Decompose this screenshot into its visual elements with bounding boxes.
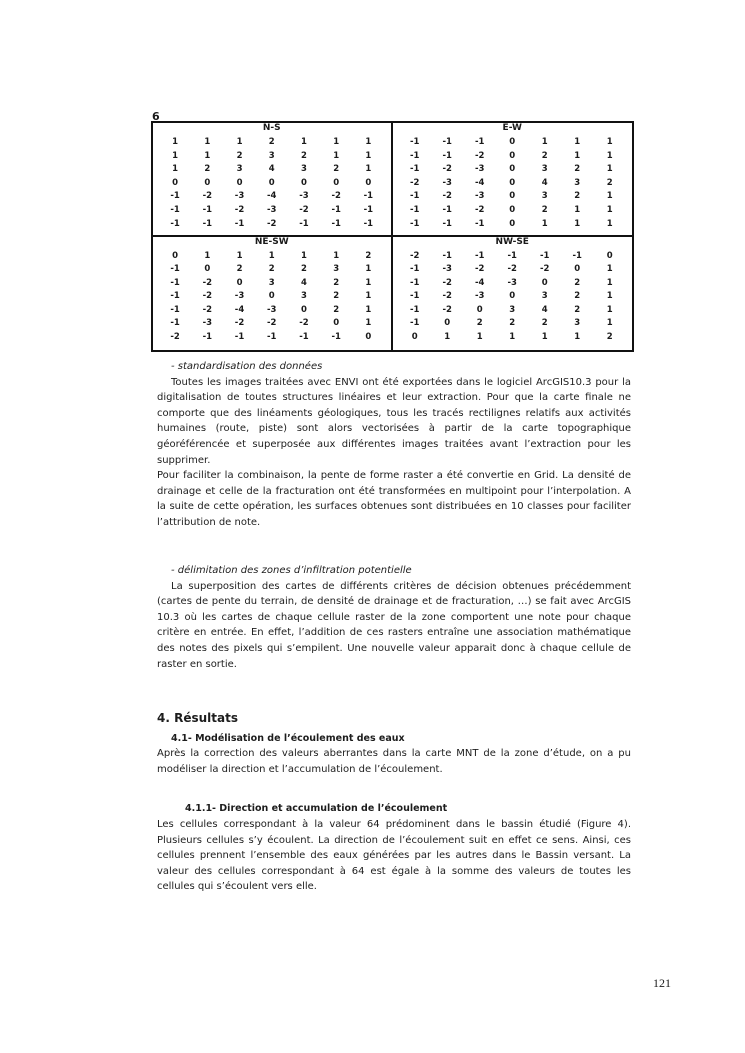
matrix-cell: 1 bbox=[365, 264, 372, 275]
matrix-cell: -1 bbox=[410, 164, 420, 175]
matrix-cell: -1 bbox=[442, 250, 452, 261]
matrix-cell: 1 bbox=[172, 137, 179, 147]
matrix-cell: 1 bbox=[365, 164, 372, 175]
matrix-cell: -1 bbox=[267, 332, 277, 343]
matrix-cell: 0 bbox=[172, 250, 179, 261]
matrix-cell: -1 bbox=[331, 218, 341, 229]
matrix-cell: 2 bbox=[236, 150, 243, 161]
quadrant-grid bbox=[153, 248, 391, 345]
matrix-cell: 2 bbox=[333, 164, 340, 175]
matrix-cell: -1 bbox=[331, 204, 341, 215]
matrix-cell: -1 bbox=[299, 332, 309, 343]
matrix-cell: 0 bbox=[172, 177, 179, 188]
matrix-cell: 0 bbox=[606, 250, 613, 261]
matrix-cell: -1 bbox=[410, 277, 420, 288]
matrix-cell: 2 bbox=[300, 150, 307, 161]
matrix-cell: -1 bbox=[170, 291, 180, 302]
matrix-cell: 0 bbox=[204, 264, 211, 275]
matrix-cell: 2 bbox=[574, 277, 581, 288]
matrix-cell: 0 bbox=[509, 137, 516, 147]
matrix-cell: 0 bbox=[444, 318, 451, 329]
matrix-cell: -1 bbox=[202, 218, 213, 229]
matrix-cell: 2 bbox=[574, 191, 581, 202]
matrix-cell: 0 bbox=[574, 264, 581, 275]
matrix-cell: 2 bbox=[606, 177, 613, 188]
quadrant-nesw bbox=[153, 237, 393, 351]
matrix-cell: -1 bbox=[442, 204, 452, 215]
matrix-cell: -1 bbox=[410, 318, 420, 329]
matrix-cell: -1 bbox=[572, 250, 582, 261]
matrix-cell: -3 bbox=[299, 191, 309, 202]
matrix-cell: 0 bbox=[509, 218, 516, 229]
subsection-heading: 4.1.1- Direction et accumulation de l’écoulement bbox=[185, 803, 448, 815]
subsection-heading: 4.1- Modélisation de l’écoulement des eaux bbox=[171, 732, 405, 744]
matrix-cell: 1 bbox=[606, 137, 613, 147]
matrix-cell: -1 bbox=[442, 150, 452, 161]
paragraph: Pour faciliter la combinaison, la pente de forme raster a été convertie en Grid. La densité de drainage et celle de la fracturation ont été transformées en multipoint pour l’interpolation. A la suite de cette opération, les surfaces obtenues sont distribuées en 10 classes pour faciliter l’attribution de note. bbox=[157, 470, 631, 528]
matrix-cell: 1 bbox=[509, 332, 516, 343]
paragraph: Les cellules correspondant à la valeur 64 prédominent dans le bassin étudié (Figure 4). Plusieurs cellules s’y écoulent. La direction de l’écoulement suit en effet ce sens. Ainsi, ces cellules prennent l’ensemble des eaux générées par les autres dans le Bassin versant. La valeur des cellules correspondant à 64 est égale à la somme des valeurs de toutes les cellules qui s’écoulent vers elle. bbox=[157, 818, 631, 893]
paragraph: Toutes les images traitées avec ENVI ont été exportées dans le logiciel ArcGIS10.3 pour la digitalisation de toutes structures linéaires et leur extraction. Pour que la carte finale ne comporte que des linéaments géologiques, tous les tracés rectilignes relatifs aux activités humaines (route, piste) sont alors vectorisées à partir de la carte topographique géoréférencée et superposée aux différentes images traitées avant l’extraction pour les supprimer. bbox=[157, 376, 631, 466]
matrix-number: 6 bbox=[152, 110, 160, 123]
matrix-cell: -3 bbox=[234, 291, 245, 302]
matrix-cell: -1 bbox=[475, 218, 485, 229]
matrix-cell: -1 bbox=[363, 204, 374, 215]
matrix-cell: 1 bbox=[333, 250, 340, 261]
matrix-cell: 1 bbox=[300, 250, 307, 261]
matrix-cell: -2 bbox=[202, 191, 213, 202]
matrix-cell: -3 bbox=[202, 318, 213, 329]
matrix-cell: 1 bbox=[606, 164, 613, 175]
matrix-cell: 1 bbox=[365, 291, 372, 302]
matrix-cell: 2 bbox=[476, 318, 483, 329]
matrix-cell: 0 bbox=[509, 164, 516, 175]
matrix-cell: -1 bbox=[234, 218, 245, 229]
matrix-cell: -1 bbox=[202, 332, 213, 343]
matrix-cell: 4 bbox=[541, 304, 548, 315]
matrix-cell: -4 bbox=[267, 191, 277, 202]
matrix-cell: -3 bbox=[442, 264, 452, 275]
matrix-cell: 0 bbox=[365, 177, 372, 188]
matrix-cell: -1 bbox=[507, 250, 517, 261]
matrix-cell: 1 bbox=[574, 137, 581, 147]
matrix-cell: -1 bbox=[410, 137, 420, 147]
quadrant-ew bbox=[393, 123, 633, 237]
subsection-heading: - standardisation des données bbox=[171, 361, 323, 372]
matrix-cell: -1 bbox=[410, 191, 420, 202]
matrix-cell: 0 bbox=[411, 332, 418, 343]
matrix-cell: 1 bbox=[606, 318, 613, 329]
matrix-cell: -1 bbox=[475, 137, 485, 147]
matrix-cell: 3 bbox=[574, 177, 581, 188]
matrix-cell: 3 bbox=[300, 291, 307, 302]
matrix-cell: -2 bbox=[475, 264, 485, 275]
matrix-cell: -2 bbox=[442, 304, 452, 315]
quadrant-nwse bbox=[393, 237, 633, 351]
matrix-cell: 1 bbox=[606, 304, 613, 315]
matrix-cell: 3 bbox=[236, 164, 243, 175]
matrix-cell: 1 bbox=[172, 164, 179, 175]
matrix-cell: -2 bbox=[442, 191, 452, 202]
direction-matrix-table bbox=[151, 121, 634, 352]
matrix-cell: 1 bbox=[236, 250, 243, 261]
matrix-cell: 2 bbox=[268, 264, 275, 275]
matrix-cell: -1 bbox=[202, 204, 213, 215]
matrix-cell: 3 bbox=[300, 164, 307, 175]
section-standardisation bbox=[157, 359, 631, 531]
matrix-cell: -1 bbox=[170, 218, 180, 229]
matrix-cell: 2 bbox=[300, 264, 307, 275]
matrix-cell: 1 bbox=[606, 204, 613, 215]
matrix-cell: -3 bbox=[475, 191, 485, 202]
matrix-cell: 1 bbox=[365, 277, 372, 288]
matrix-cell: 3 bbox=[574, 318, 581, 329]
matrix-cell: 3 bbox=[541, 191, 548, 202]
matrix-cell: -2 bbox=[299, 318, 309, 329]
matrix-cell: -2 bbox=[540, 264, 550, 275]
matrix-cell: 4 bbox=[300, 277, 307, 288]
matrix-cell: 3 bbox=[541, 164, 548, 175]
matrix-cell: 1 bbox=[606, 264, 613, 275]
matrix-cell: -2 bbox=[234, 318, 245, 329]
quadrant-title: NW-SE bbox=[495, 236, 529, 247]
matrix-cell: -1 bbox=[234, 332, 245, 343]
matrix-cell: -2 bbox=[299, 204, 309, 215]
matrix-cell: 0 bbox=[333, 318, 340, 329]
matrix-cell: -2 bbox=[267, 218, 277, 229]
matrix-cell: -3 bbox=[267, 204, 277, 215]
matrix-cell: 4 bbox=[541, 177, 548, 188]
matrix-cell: -2 bbox=[442, 291, 452, 302]
matrix-cell: -3 bbox=[442, 177, 452, 188]
matrix-cell: 0 bbox=[236, 177, 243, 188]
matrix-cell: 1 bbox=[236, 137, 243, 147]
matrix-cell: 2 bbox=[236, 264, 243, 275]
section-delimitation bbox=[157, 563, 631, 672]
matrix-cell: 2 bbox=[574, 164, 581, 175]
matrix-cell: 1 bbox=[365, 150, 372, 161]
matrix-cell: 1 bbox=[204, 250, 211, 261]
matrix-cell: 0 bbox=[509, 177, 516, 188]
matrix-cell: 1 bbox=[574, 332, 581, 343]
quadrant-title: NE-SW bbox=[254, 236, 289, 247]
matrix-cell: 0 bbox=[509, 150, 516, 161]
matrix-cell: -1 bbox=[170, 264, 180, 275]
quadrant-grid bbox=[153, 134, 391, 231]
matrix-cell: 1 bbox=[574, 204, 581, 215]
matrix-cell: -3 bbox=[267, 304, 277, 315]
matrix-cell: 1 bbox=[333, 137, 340, 147]
matrix-cell: -1 bbox=[475, 250, 485, 261]
matrix-cell: 1 bbox=[606, 218, 613, 229]
matrix-cell: -2 bbox=[170, 332, 180, 343]
quadrant-ns bbox=[153, 123, 393, 237]
matrix-cell: 3 bbox=[541, 291, 548, 302]
matrix-cell: -1 bbox=[170, 191, 180, 202]
matrix-cell: -2 bbox=[475, 204, 485, 215]
matrix-cell: 1 bbox=[606, 277, 613, 288]
matrix-cell: 0 bbox=[541, 277, 548, 288]
matrix-cell: 2 bbox=[606, 332, 613, 343]
matrix-cell: -1 bbox=[410, 218, 420, 229]
matrix-cell: 3 bbox=[509, 304, 516, 315]
section-resultats bbox=[157, 711, 631, 895]
matrix-cell: -2 bbox=[410, 250, 420, 261]
matrix-cell: -2 bbox=[475, 150, 485, 161]
matrix-cell: -1 bbox=[170, 277, 180, 288]
matrix-cell: -2 bbox=[234, 204, 245, 215]
matrix-cell: 1 bbox=[365, 137, 372, 147]
matrix-cell: 1 bbox=[541, 137, 548, 147]
matrix-cell: 3 bbox=[268, 150, 275, 161]
matrix-cell: -1 bbox=[410, 204, 420, 215]
matrix-cell: 0 bbox=[333, 177, 340, 188]
matrix-cell: 2 bbox=[365, 250, 372, 261]
matrix-cell: -3 bbox=[475, 291, 485, 302]
matrix-cell: -2 bbox=[267, 318, 277, 329]
matrix-cell: 0 bbox=[300, 304, 307, 315]
matrix-cell: 0 bbox=[509, 291, 516, 302]
matrix-cell: 1 bbox=[172, 150, 179, 161]
paragraph: Après la correction des valeurs aberrantes dans la carte MNT de la zone d’étude, on a pu modéliser la direction et l’accumulation de l’écoulement. bbox=[157, 748, 631, 775]
matrix-cell: 0 bbox=[509, 191, 516, 202]
matrix-cell: -2 bbox=[442, 164, 452, 175]
matrix-cell: 2 bbox=[333, 304, 340, 315]
matrix-cell: 1 bbox=[574, 150, 581, 161]
matrix-cell: -1 bbox=[410, 264, 420, 275]
matrix-cell: -1 bbox=[299, 218, 309, 229]
matrix-cell: -1 bbox=[331, 332, 341, 343]
matrix-cell: -1 bbox=[442, 137, 452, 147]
matrix-cell: 0 bbox=[268, 291, 275, 302]
matrix-cell: 4 bbox=[268, 164, 275, 175]
matrix-cell: 1 bbox=[300, 137, 307, 147]
matrix-cell: 3 bbox=[268, 277, 275, 288]
matrix-cell: -2 bbox=[202, 277, 213, 288]
matrix-cell: -1 bbox=[170, 204, 180, 215]
matrix-cell: 1 bbox=[606, 291, 613, 302]
matrix-cell: 1 bbox=[204, 150, 211, 161]
paragraph: La superposition des cartes de différents critères de décision obtenues précédemment (cartes de pente du terrain, de densité de drainage et de fracturation, …) se fait avec ArcGIS 10.3 où les cartes de chaque cellule raster de la zone comportent une note pour chaque critère en entrée. En effet, l’addition de ces rasters entraîne une association mathématique des notes des pixels qui s’empilent. Une nouvelle valeur apparait donc à chaque cellule de raster en sortie. bbox=[157, 580, 631, 670]
matrix-cell: -1 bbox=[410, 304, 420, 315]
matrix-cell: 1 bbox=[606, 150, 613, 161]
matrix-cell: 1 bbox=[333, 150, 340, 161]
matrix-cell: 1 bbox=[365, 318, 372, 329]
matrix-cell: 0 bbox=[300, 177, 307, 188]
matrix-cell: 2 bbox=[541, 204, 548, 215]
matrix-cell: -1 bbox=[540, 250, 550, 261]
subsection-heading: - délimitation des zones d’infiltration potentielle bbox=[171, 565, 412, 576]
matrix-cell: -4 bbox=[234, 304, 245, 315]
matrix-cell: 2 bbox=[333, 291, 340, 302]
quadrant-grid bbox=[393, 248, 633, 345]
matrix-cell: -1 bbox=[363, 218, 374, 229]
matrix-cell: -2 bbox=[202, 291, 213, 302]
matrix-cell: -1 bbox=[363, 191, 374, 202]
matrix-cell: -2 bbox=[442, 277, 452, 288]
matrix-cell: 0 bbox=[509, 204, 516, 215]
matrix-cell: 2 bbox=[574, 291, 581, 302]
matrix-cell: -1 bbox=[170, 318, 180, 329]
matrix-cell: 1 bbox=[574, 218, 581, 229]
matrix-cell: 2 bbox=[268, 137, 275, 147]
matrix-cell: -1 bbox=[442, 218, 452, 229]
matrix-cell: 0 bbox=[476, 304, 483, 315]
matrix-cell: 1 bbox=[268, 250, 275, 261]
matrix-cell: -1 bbox=[170, 304, 180, 315]
page-number: 121 bbox=[653, 976, 671, 990]
matrix-cell: -2 bbox=[202, 304, 213, 315]
matrix-cell: 1 bbox=[606, 191, 613, 202]
matrix-cell: 1 bbox=[476, 332, 483, 343]
matrix-cell: 2 bbox=[574, 304, 581, 315]
matrix-cell: 0 bbox=[204, 177, 211, 188]
quadrant-title: N-S bbox=[262, 123, 281, 133]
matrix-cell: 1 bbox=[541, 218, 548, 229]
matrix-cell: -3 bbox=[234, 191, 245, 202]
matrix-cell: 0 bbox=[365, 332, 372, 343]
matrix-cell: -2 bbox=[331, 191, 341, 202]
matrix-cell: -2 bbox=[410, 177, 420, 188]
matrix-cell: -3 bbox=[475, 164, 485, 175]
matrix-cell: -4 bbox=[475, 277, 485, 288]
matrix-cell: 1 bbox=[365, 304, 372, 315]
matrix-cell: 1 bbox=[444, 332, 451, 343]
matrix-cell: 2 bbox=[333, 277, 340, 288]
matrix-cell: 2 bbox=[509, 318, 516, 329]
matrix-cell: 2 bbox=[541, 318, 548, 329]
matrix-cell: 1 bbox=[541, 332, 548, 343]
matrix-cell: -1 bbox=[410, 150, 420, 161]
matrix-cell: 0 bbox=[236, 277, 243, 288]
matrix-cell: -2 bbox=[507, 264, 517, 275]
matrix-cell: -4 bbox=[475, 177, 485, 188]
matrix-cell: 0 bbox=[268, 177, 275, 188]
matrix-cell: 2 bbox=[541, 150, 548, 161]
quadrant-grid bbox=[393, 134, 633, 231]
matrix-cell: 1 bbox=[204, 137, 211, 147]
quadrant-title: E-W bbox=[502, 123, 522, 133]
matrix-cell: -1 bbox=[410, 291, 420, 302]
matrix-cell: 3 bbox=[333, 264, 340, 275]
matrix-cell: 2 bbox=[204, 164, 211, 175]
matrix-cell: -3 bbox=[507, 277, 517, 288]
section-heading: 4. Résultats bbox=[157, 711, 238, 725]
